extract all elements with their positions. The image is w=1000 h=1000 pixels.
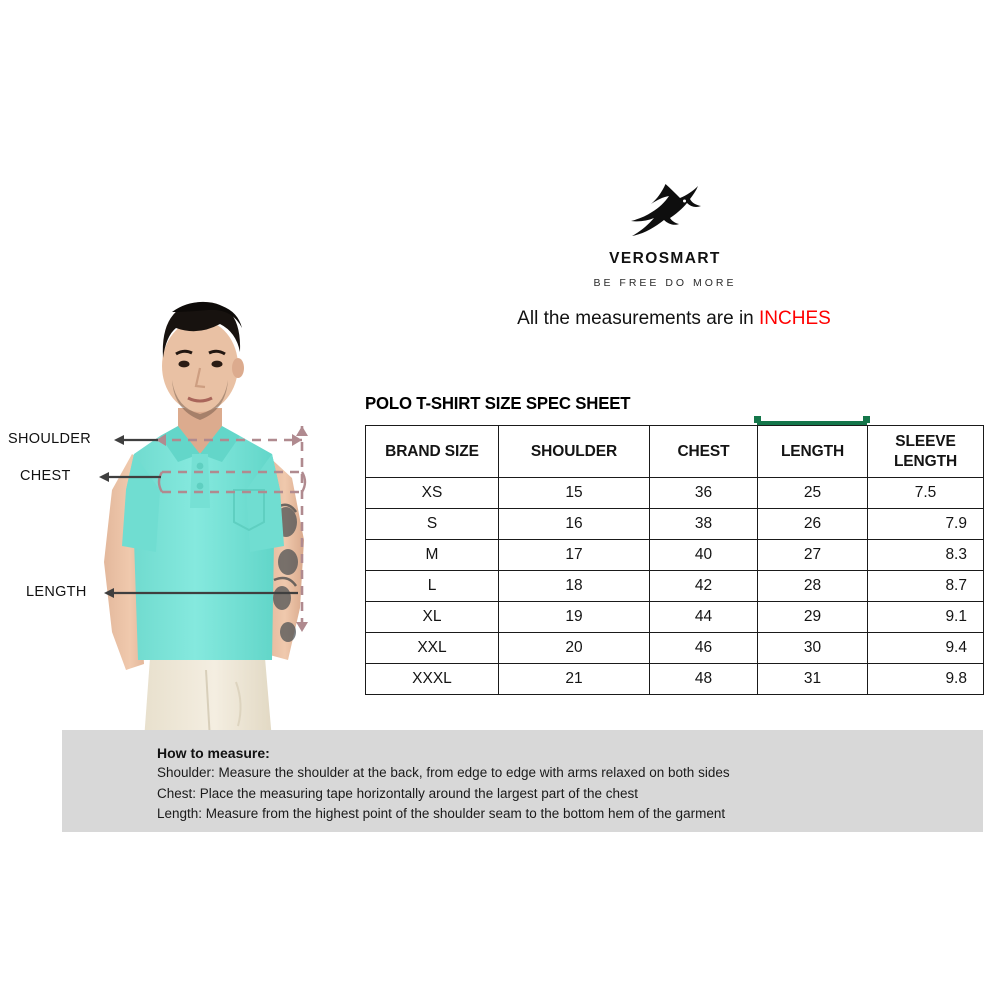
callout-label-chest: CHEST [20,468,71,484]
table-row [366,571,984,602]
size-table-wrapper [365,425,983,695]
cell-brand-size: S [366,509,499,540]
cell-shoulder: 17 [499,540,650,571]
table-row [366,540,984,571]
cell-shoulder: 20 [499,633,650,664]
table-header-row [366,426,984,478]
guide-arrowheads [156,426,308,632]
left-arrow-icon-shoulder [110,432,160,448]
cell-sleeve-length: 9.1 [868,602,984,633]
callout-label-shoulder: SHOULDER [8,431,91,447]
flying-bird-icon [621,180,709,246]
cell-brand-size: L [366,571,499,602]
cell-chest: 40 [650,540,758,571]
cell-length: 31 [758,664,868,695]
column-header-length: LENGTH [758,426,868,478]
page-title: POLO T-SHIRT SIZE SPEC SHEET [365,393,631,413]
left-arrow-icon-length [100,585,300,601]
brand-name: VEROSMART [609,250,721,267]
table-row [366,602,984,633]
brand-block [575,180,755,289]
cell-brand-size: XL [366,602,499,633]
cell-length: 29 [758,602,868,633]
how-to-measure-line-length: Length: Measure from the highest point of the shoulder seam to the bottom hem of the garment [157,806,726,822]
cell-length: 25 [758,478,868,509]
callout-label-length: LENGTH [26,584,87,600]
cell-chest: 48 [650,664,758,695]
column-header-sleeve-length: SLEEVE LENGTH [868,426,984,478]
cell-brand-size: XXL [366,633,499,664]
model-photo [60,240,360,740]
table-row [366,509,984,540]
length-column-selection-bar [757,421,867,425]
cell-chest: 38 [650,509,758,540]
cell-shoulder: 16 [499,509,650,540]
cell-sleeve-length: 7.5 [868,478,984,509]
column-header-shoulder: SHOULDER [499,426,650,478]
units-note-emphasis: INCHES [759,308,831,329]
cell-sleeve-length: 7.9 [868,509,984,540]
how-to-measure-panel [62,730,983,832]
cell-sleeve-length: 9.4 [868,633,984,664]
how-to-measure-heading: How to measure: [157,745,270,761]
cell-chest: 44 [650,602,758,633]
brand-tagline: BE FREE DO MORE [593,277,737,289]
cell-length: 30 [758,633,868,664]
column-header-chest: CHEST [650,426,758,478]
selection-handle-right[interactable] [863,416,870,423]
cell-brand-size: XS [366,478,499,509]
units-note [365,308,983,330]
cell-shoulder: 19 [499,602,650,633]
cell-chest: 46 [650,633,758,664]
cell-shoulder: 18 [499,571,650,602]
left-arrow-icon-chest [95,469,163,485]
cell-brand-size: M [366,540,499,571]
how-to-measure-line-chest: Chest: Place the measuring tape horizontally around the largest part of the chest [157,785,639,801]
cell-chest: 36 [650,478,758,509]
table-row [366,633,984,664]
table-row [366,478,984,509]
units-note-prefix: All the measurements are in [517,308,760,329]
cell-shoulder: 21 [499,664,650,695]
cell-sleeve-length: 8.3 [868,540,984,571]
cell-shoulder: 15 [499,478,650,509]
cell-length: 28 [758,571,868,602]
measurement-guides [60,240,360,740]
cell-chest: 42 [650,571,758,602]
cell-length: 27 [758,540,868,571]
table-row [366,664,984,695]
selection-handle-left[interactable] [754,416,761,423]
cell-brand-size: XXXL [366,664,499,695]
size-spec-table [365,425,984,695]
cell-length: 26 [758,509,868,540]
column-header-brand-size: BRAND SIZE [366,426,499,478]
cell-sleeve-length: 9.8 [868,664,984,695]
cell-sleeve-length: 8.7 [868,571,984,602]
how-to-measure-line-shoulder: Shoulder: Measure the shoulder at the back, from edge to edge with arms relaxed on both sides [157,765,730,780]
